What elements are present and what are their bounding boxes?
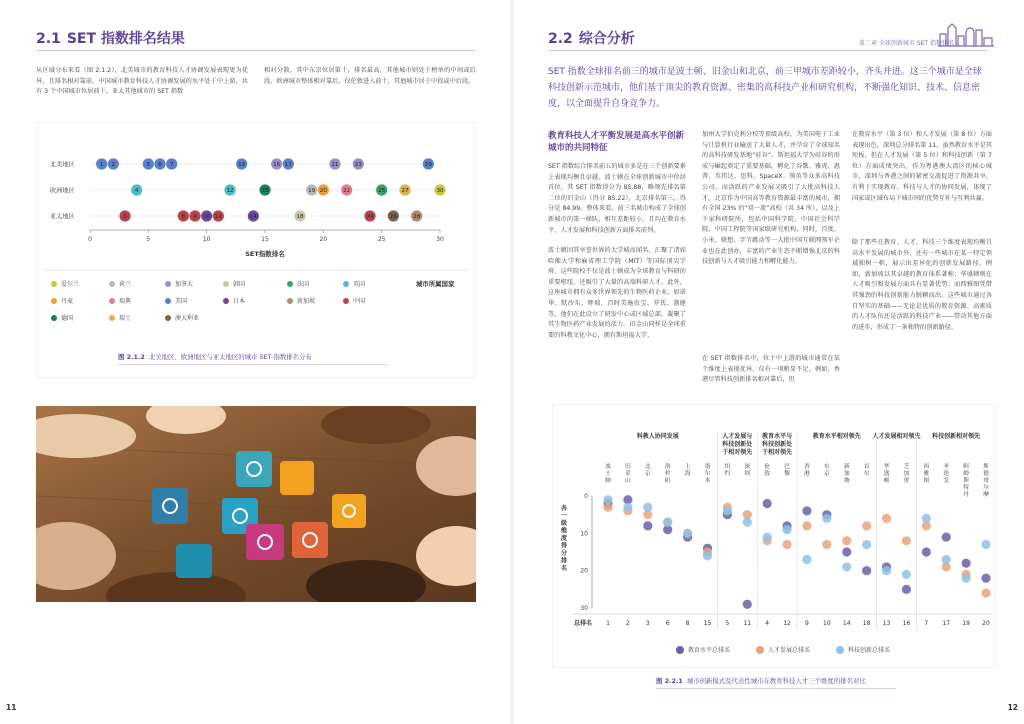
- total-rank-value: 4: [765, 620, 770, 627]
- puzzle-photo: [36, 406, 476, 602]
- city-name-char: 丹: [963, 492, 970, 498]
- city-name-char: 特: [963, 485, 970, 491]
- total-rank-value: 1: [606, 620, 610, 627]
- legend-item-label: 教育水平总排名: [688, 647, 731, 654]
- legend-swatch: [223, 298, 229, 304]
- tech-rank-dot: [703, 551, 712, 560]
- rank-dot-label: 4: [134, 188, 139, 195]
- y-axis-title-char: 一: [560, 512, 568, 520]
- lead-paragraph: SET 指数全球排名前三的城市是波士顿、旧金山和北京，前三甲城市差距较小，齐头并进。这三个城市是全球科技创新示范城市，他们基于顶尖的教育资源、密集的高科技产业和研究机构，不断强化知识、技术、信息密度，以全面提升自身竞争力。: [548, 67, 982, 109]
- edu-rank-dot: [922, 547, 931, 556]
- tech-rank-dot: [902, 570, 911, 579]
- city-name-char: 芝: [903, 464, 910, 470]
- y-axis-title-char: 名: [560, 565, 568, 572]
- city-name-char: 首: [863, 464, 870, 470]
- total-rank-value: 9: [805, 620, 809, 627]
- legend-item-label: 韩国: [233, 281, 246, 288]
- y-axis-title-char: 得: [560, 542, 568, 550]
- legend-swatch: [287, 281, 293, 287]
- x-tick-label: 15: [261, 236, 269, 243]
- total-rank-value: 18: [862, 620, 871, 627]
- legend-swatch: [343, 281, 349, 287]
- body-col2-para1: 加州大学伯克利分校等顶级高校，为美国电子工业与计算机行业输送了大量人才，并孕育了全球知名的高科技研发基地“硅谷”。斯坦福大学为硅谷的形成与崛起奠定了重要基础，孵化了谷歌、雅虎、惠普、英伟达、思科、SpaceX、领英等众多高科技公司，而活跃的产业发展又吸引了大批高科技人才。北京作为中国高等教育资源最丰富的城市，拥有全国 23% 的“双一流”高校（共 34 所），以及上千家科研院所，包括中国科学院、中国社会科学院、中国工程院等国家级研究机构。同时，百度、小米、联想、字节跳动等一大批中国互联网领军企业也在此创办，丰富的产业生态不断增强北京的科技创新与人才吸引能力和孵化能力。: [702, 131, 840, 266]
- tech-rank-dot: [603, 495, 612, 504]
- rank-dot-label: 11: [214, 214, 222, 221]
- rank-dot-label: 20: [319, 188, 327, 195]
- city-name-char: 阿: [963, 464, 970, 470]
- city-name-char: 上: [684, 464, 691, 470]
- total-rank-value: 16: [902, 620, 911, 627]
- city-name-char: 圣: [943, 464, 950, 470]
- group-header: 科教人协同发展: [636, 433, 679, 440]
- total-rank-value: 2: [625, 620, 630, 627]
- total-rank-value: 10: [823, 620, 831, 627]
- talent-rank-dot: [782, 540, 791, 549]
- rank-dot-label: 15: [261, 188, 269, 195]
- legend-swatch: [756, 646, 764, 654]
- rank-dot-label: 25: [378, 188, 386, 195]
- legend-swatch: [109, 298, 115, 304]
- row-label: 亚太地区: [50, 213, 75, 221]
- city-name-char: 盛: [883, 471, 890, 477]
- y-axis-title-char: 各: [560, 505, 568, 512]
- city-name-char: 西: [923, 464, 930, 470]
- rank-dot-label: 27: [401, 188, 409, 195]
- legend-item-label: 法国: [297, 281, 310, 288]
- city-name-char: 圳: [744, 471, 751, 477]
- legend-swatch: [51, 281, 57, 287]
- body-col3-para1: 在教育水平（第 3 位）和人才发展（第 8 位）方面表现出色。深圳总分排名第 11，虽然教育水平是其短板，但在人才发展（第 5 位）和科技创新（第 7 位）方面成绩突出。作为粤港澳大湾区的核心城市，深圳与香港之间的紧密交流促进了资源共享，有利于实现教育、科技与人才的协同发展，体现了国家或区域布局下城市间的优势互补与互利共赢。: [852, 131, 992, 202]
- legend-item-label: 瑞典: [119, 298, 132, 305]
- page-number: 12: [1007, 703, 1018, 712]
- city-name-char: 伦: [764, 464, 771, 470]
- rank-dot-label: 7: [169, 162, 174, 169]
- tech-rank-dot: [743, 518, 752, 527]
- legend-swatch: [165, 298, 171, 304]
- subsection-heading: 教育科技人才平衡发展是高水平创新城市的共同特征: [548, 131, 685, 153]
- city-name-char: 香: [804, 464, 810, 470]
- city-name-char: 敦: [764, 471, 771, 477]
- legend-item-label: 荷兰: [119, 281, 132, 288]
- talent-rank-dot: [822, 540, 831, 549]
- y-tick-label: 10: [580, 530, 588, 538]
- y-tick-label: 0: [584, 493, 588, 500]
- city-name-char: 京: [823, 471, 830, 477]
- total-rank-label: 总排名: [574, 620, 593, 627]
- y-tick-label: 20: [580, 567, 588, 575]
- right-page: [512, 0, 1024, 724]
- group-header: 人才发展与: [722, 433, 753, 440]
- rank-dot-label: 26: [389, 214, 397, 221]
- skyline-icon: [938, 22, 994, 48]
- city-name-char: 尔: [704, 471, 711, 477]
- rank-dot-label: 29: [424, 162, 432, 169]
- city-name-char: 摩: [983, 492, 989, 498]
- puzzle-hands-illustration: [36, 406, 476, 602]
- legend-swatch: [676, 646, 684, 654]
- group-header: 人才发展相对领先: [872, 433, 921, 440]
- running-head: 第二章 全球创新城市 SET 指数排名: [859, 40, 954, 47]
- tech-rank-dot: [643, 503, 652, 512]
- tech-rank-dot: [683, 529, 692, 538]
- intro-paragraph-col2: 相对分散，其中东京位居第十，排名最高，其他城市则处于榜单的中间或后段。欧洲城市整体相对靠后，仅伦敦进入前十，其他城市居于中段或中后段。: [264, 67, 476, 85]
- total-rank-value: 13: [882, 620, 891, 627]
- tech-rank-dot: [981, 540, 990, 549]
- city-dimension-rank-chart: [552, 404, 996, 668]
- y-axis-title-char: 维: [560, 527, 568, 535]
- group-header: 于相对领先: [762, 449, 793, 456]
- city-name-char: 加: [843, 471, 850, 477]
- city-name-char: 深: [744, 464, 751, 470]
- city-name-char: 迭: [943, 471, 950, 477]
- legend-item-label: 科技创新总排名: [848, 647, 891, 654]
- city-name-char: 金: [624, 471, 631, 477]
- group-header: 教育水平与: [762, 433, 793, 440]
- edu-rank-dot: [743, 600, 752, 609]
- legend-item-label: 人才发展总排名: [768, 647, 811, 654]
- group-header: 于相对领先: [722, 449, 753, 456]
- city-name-char: 姆: [963, 471, 970, 477]
- edu-rank-dot: [643, 521, 652, 530]
- total-rank-value: 17: [942, 620, 951, 627]
- legend-item-label: 瑞士: [119, 315, 132, 322]
- edu-rank-dot: [842, 547, 851, 556]
- rank-dot-label: 19: [308, 188, 316, 195]
- city-name-char: 尔: [863, 471, 870, 477]
- edu-rank-dot: [862, 566, 871, 575]
- section-title-2-2: 2.2 综合分析: [548, 31, 635, 47]
- tech-rank-dot: [782, 525, 791, 534]
- tech-rank-dot: [723, 506, 732, 515]
- city-name-char: 斯: [983, 464, 989, 470]
- total-rank-value: 20: [982, 620, 990, 627]
- caption-divider: [118, 364, 388, 365]
- tech-rank-dot: [802, 555, 811, 564]
- legend-item-label: 日本: [233, 298, 246, 305]
- body-col1-para2: 波士顿因其享誉世界的大学城而闻名，汇聚了诸如哈佛大学和麻省理工学院（MIT）等国际顶尖学府。这些院校不仅是波士顿成为全球教育与科研的重要枢纽，还吸引了大量的高端科研人才。此外，这座城市拥有众多世界领先的生物医药企业，如诺华、默沙东、辉瑞、百时美施贵宝、罗氏、渤健等，他们在此设立了研发中心或区域总部，凝聚了其生物医药产业发展的活力。旧金山同样是全球重要的科教文化中心，拥有斯坦福大学、: [548, 247, 686, 339]
- legend-item-label: 美国: [175, 298, 188, 305]
- rank-dot-label: 14: [249, 214, 257, 221]
- city-name-char: 本: [704, 478, 711, 484]
- intro-paragraph-col1: 从区域分布来看（图 2.1.2），北美城市的教育科技人才协调发展表现更为优异，且排名相对靠前。中国城市教育科技人才协调发展的水平处于中上游，共有 3 个中国城市位居前十。亚太其他城市的 SET 指数: [36, 67, 248, 96]
- city-name-char: 巴: [784, 464, 790, 470]
- rank-dot-label: 12: [226, 188, 234, 195]
- legend-swatch: [343, 298, 349, 304]
- legend-item-label: 澳大利亚: [175, 315, 200, 322]
- legend-item-label: 新加坡: [297, 298, 316, 305]
- city-name-char: 旧: [624, 464, 631, 470]
- rank-dot-label: 1: [99, 162, 104, 169]
- city-name-char: 雅: [923, 471, 930, 477]
- legend-swatch: [51, 298, 57, 304]
- edu-rank-dot: [763, 499, 772, 508]
- city-name-char: 洛: [664, 464, 671, 470]
- rank-dot-label: 28: [413, 214, 421, 221]
- total-rank-value: 12: [783, 620, 791, 627]
- talent-rank-dot: [862, 521, 871, 530]
- rank-dot-label: 30: [436, 188, 444, 195]
- group-header: 科技创新相对领先: [932, 433, 981, 440]
- tech-rank-dot: [822, 514, 831, 523]
- region-rank-dot-chart: [36, 122, 476, 378]
- city-name-char: 东: [823, 464, 830, 470]
- rank-dot-label: 22: [343, 188, 351, 195]
- x-tick-label: 20: [319, 236, 328, 243]
- rank-dot-label: 16: [273, 162, 281, 169]
- total-rank-value: 5: [725, 620, 730, 627]
- city-name-char: 哥: [903, 478, 910, 484]
- rank-dot-label: 10: [203, 214, 211, 221]
- figure-caption: 图 2.1.2 北美地区、欧洲地区与亚太地区的城市 SET 指数排名分布: [118, 353, 312, 361]
- rank-dot-label: 23: [354, 162, 362, 169]
- tech-rank-dot: [663, 518, 672, 527]
- edu-rank-dot: [902, 585, 911, 594]
- legend-swatch: [51, 315, 57, 321]
- city-name-char: 北: [644, 464, 651, 470]
- rank-dot-label: 13: [238, 162, 246, 169]
- city-name-char: 约: [724, 471, 731, 477]
- city-name-char: 士: [605, 471, 611, 477]
- body-col1-para1: SET 指数综合排名前五的城市多是在三个创新要素上表现均衡且卓越。波士顿在全球创新城市中位居首位，其 SET 指数得分为 85.88，略领先排名第二位的旧金山（得分 85.22），北京排名第三，得分是 84.99。整体来看，前三名城市构成了全球创新城市的第一梯队，相互差距较小，且均在教育水平、人才发展和科技创新方面排名前列。: [548, 163, 686, 234]
- city-name-char: 顿: [883, 478, 890, 484]
- section-divider: [548, 50, 988, 51]
- y-axis-title-char: 分: [560, 550, 568, 557]
- x-tick-label: 5: [146, 236, 151, 243]
- legend-item-label: 加拿大: [175, 281, 194, 288]
- caption-divider: [656, 688, 896, 689]
- total-rank-value: 3: [645, 620, 650, 627]
- x-tick-label: 25: [377, 236, 386, 243]
- city-name-char: 斯: [963, 478, 970, 484]
- page-number: 11: [6, 703, 17, 712]
- talent-rank-dot: [882, 514, 891, 523]
- city-name-char: 戈: [943, 478, 950, 484]
- total-rank-value: 15: [703, 620, 712, 627]
- legend-swatch: [109, 281, 115, 287]
- y-axis-title-char: 度: [560, 535, 568, 542]
- section-title-2-1: 2.1 SET 指数排名结果: [36, 31, 185, 47]
- city-name-char: 海: [684, 471, 691, 477]
- city-name-char: 波: [605, 464, 611, 470]
- city-name-char: 新: [843, 464, 850, 470]
- city-name-char: 图: [923, 478, 930, 484]
- total-rank-value: 6: [665, 620, 670, 627]
- city-name-char: 德: [983, 471, 989, 477]
- row-label: 欧洲地区: [50, 187, 75, 195]
- total-rank-value: 8: [685, 620, 690, 627]
- tech-rank-dot: [763, 532, 772, 541]
- x-tick-label: 30: [436, 236, 444, 243]
- group-header: 教育水平相对领先: [812, 433, 861, 440]
- edu-rank-dot: [962, 559, 971, 568]
- city-name-char: 黎: [784, 471, 790, 477]
- rank-dot-label: 8: [181, 214, 186, 221]
- legend-swatch: [109, 315, 115, 321]
- tech-rank-dot: [922, 514, 931, 523]
- legend-swatch: [165, 315, 171, 321]
- legend-item-label: 爱尔兰: [61, 281, 80, 288]
- city-name-char: 墨: [704, 464, 711, 470]
- rank-dot-label: 5: [146, 162, 151, 169]
- group-header: 科技创新处: [722, 441, 753, 448]
- section-divider: [36, 50, 476, 51]
- city-name-char: 哥: [983, 478, 989, 484]
- edu-rank-dot: [942, 532, 951, 541]
- x-tick-label: 0: [88, 236, 92, 243]
- edu-rank-dot: [802, 506, 811, 515]
- row-label: 北美地区: [50, 161, 75, 169]
- legend-item-label: 德国: [61, 315, 74, 322]
- city-name-char: 港: [804, 471, 810, 477]
- y-axis-title-char: 级: [560, 520, 568, 527]
- total-rank-value: 11: [743, 620, 752, 627]
- rank-dot-label: 24: [366, 214, 374, 221]
- talent-rank-dot: [842, 536, 851, 545]
- tech-rank-dot: [962, 574, 971, 583]
- legend-title: 城市所属国家: [416, 280, 455, 288]
- city-name-char: 加: [903, 471, 910, 477]
- talent-rank-dot: [802, 521, 811, 530]
- rank-dot-label: 17: [284, 162, 292, 169]
- body-col3-para2: 除了那些在教育、人才、科技三个维度表现均衡且高水平发展的城市外，还有一些城市在某一特定领域独树一帜，展示出差异化的创新发展路径。例如，新加坡以其卓越的教育体系著称；华盛顿则在人才吸引和发展方面具有显著优势；而西雅图凭借其强劲的科技创新能力脱颖而出。这些城市通过各自坚实的基础——无论是优质的教育资源、高素质的人才队伍还是活跃的科技产业——带动其他方面的进步，形成了一条独特的创新路径。: [852, 239, 992, 331]
- y-tick-label: 30: [580, 605, 588, 612]
- figure-caption: 图 2.2.1 城市创新模式及代表性城市在教育科技人才三个维度的排名对比: [656, 677, 866, 685]
- x-tick-label: 10: [202, 236, 211, 243]
- legend-swatch: [836, 646, 844, 654]
- rank-dot-label: 3: [123, 214, 127, 221]
- group-header: 科技创新处: [762, 441, 793, 448]
- tech-rank-dot: [882, 566, 891, 575]
- tech-rank-dot: [942, 555, 951, 564]
- legend-item-label: 丹麦: [61, 298, 74, 305]
- x-axis-title: SET指数排名: [245, 250, 285, 258]
- rank-dot-label: 9: [193, 214, 197, 221]
- city-name-char: 京: [644, 471, 651, 477]
- total-rank-value: 19: [962, 620, 970, 627]
- city-name-char: 杉: [664, 471, 671, 477]
- legend-item-label: 英国: [353, 281, 366, 288]
- y-axis-title-char: 排: [560, 557, 568, 565]
- talent-rank-dot: [902, 536, 911, 545]
- tech-rank-dot: [842, 562, 851, 571]
- rank-dot-label: 2: [111, 162, 116, 169]
- talent-rank-dot: [981, 588, 990, 597]
- city-name-char: 顿: [605, 478, 611, 484]
- legend-swatch: [165, 281, 171, 287]
- city-name-char: 尔: [983, 485, 989, 491]
- rank-dot-label: 18: [296, 214, 304, 221]
- city-name-char: 山: [624, 478, 631, 484]
- body-col2-para2: 在 SET 指数排名中，位于中上游的城市通常在某个维度上表现优异，仅有一项稍显不足。例如，香港尽管科技创新排名相对靠后，但: [702, 355, 840, 384]
- city-name-char: 坡: [843, 478, 850, 484]
- rank-dot-label: 6: [158, 162, 162, 169]
- tech-rank-dot: [623, 503, 632, 512]
- tech-rank-dot: [862, 540, 871, 549]
- city-name-char: 纽: [724, 464, 731, 470]
- total-rank-value: 7: [924, 620, 929, 627]
- city-name-char: 华: [883, 464, 890, 470]
- legend-swatch: [287, 298, 293, 304]
- rank-dot-label: 21: [331, 162, 339, 169]
- legend-item-label: 中国: [353, 298, 366, 305]
- edu-rank-dot: [981, 574, 990, 583]
- total-rank-value: 14: [842, 620, 851, 627]
- city-name-char: 矶: [664, 478, 671, 484]
- legend-swatch: [223, 281, 229, 287]
